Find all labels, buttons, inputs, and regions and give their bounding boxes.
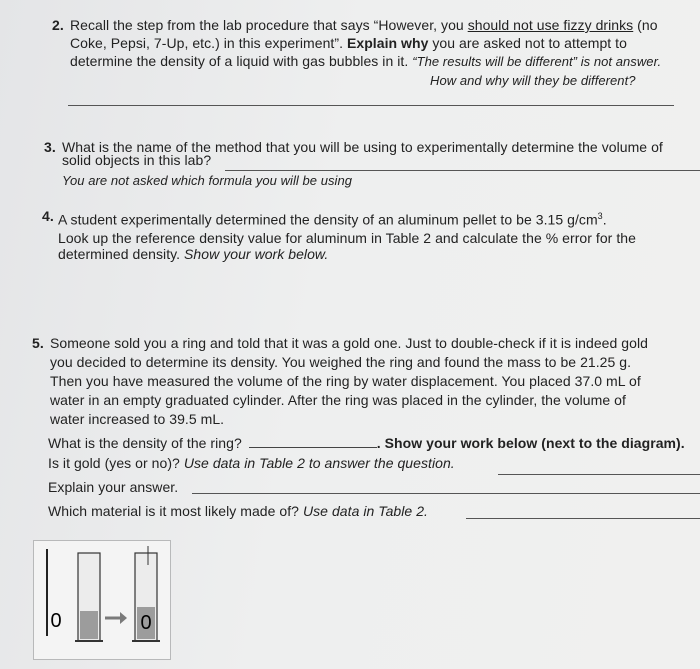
- question-5-line-9: Which material is it most likely made of? Use data in Table 2.: [48, 503, 428, 519]
- gold-answer-line[interactable]: [498, 474, 700, 475]
- question-3-line-2: solid objects in this lab?: [62, 152, 212, 168]
- graduated-cylinder-diagram: [33, 540, 171, 660]
- material-answer-line[interactable]: [466, 518, 700, 519]
- question-3: [0, 130, 700, 190]
- density-answer-blank[interactable]: [249, 446, 377, 448]
- question-2-line-3: determine the density of a liquid with gas bubbles in it. “The results will be different” is not answer.: [70, 53, 662, 69]
- right-cylinder-label: 0: [140, 612, 152, 634]
- question-3-line-1: What is the name of the method that you will be using to experimentally determine the volume of: [62, 139, 663, 155]
- question-2-line-1: Recall the step from the lab procedure that says “However, you should not use fizzy drinks (no: [70, 17, 658, 33]
- cylinder-diagram-svg: [34, 541, 170, 659]
- question-4-number: 4.: [42, 208, 54, 224]
- question-2: [0, 0, 700, 110]
- question-2-line-4: How and why will they be different?: [430, 73, 636, 88]
- left-cylinder-label: 0: [50, 610, 62, 632]
- question-5-line-3: Then you have measured the volume of the ring by water displacement. You placed 37.0 mL of: [50, 373, 641, 389]
- question-5: [0, 330, 700, 540]
- right-arrow-icon: [105, 612, 127, 624]
- question-5-line-2: you decided to determine its density. You weighed the ring and found the mass to be 21.25 g.: [50, 354, 632, 370]
- fizzy-drinks-underlined: should not use fizzy drinks: [467, 17, 634, 33]
- question-2-answer-line[interactable]: [68, 105, 674, 106]
- question-5-line-7: Is it gold (yes or no)? Use data in Table 2 to answer the question.: [48, 455, 455, 471]
- question-5-line-8: Explain your answer.: [48, 479, 179, 495]
- question-3-line-3: You are not asked which formula you will be using: [62, 173, 353, 188]
- question-4: [0, 200, 700, 265]
- question-5-line-5: water increased to 39.5 mL.: [50, 411, 225, 427]
- question-3-number: 3.: [44, 139, 56, 155]
- question-4-line-3: determined density. Show your work below.: [58, 246, 329, 262]
- question-5-number: 5.: [32, 335, 44, 351]
- question-2-line-2: Coke, Pepsi, 7-Up, etc.) in this experiment”. Explain why you are asked not to attempt to: [70, 35, 627, 51]
- question-5-line-4: water in an empty graduated cylinder. After the ring was placed in the cylinder, the volume of: [50, 392, 626, 408]
- question-5-line-6: What is the density of the ring? . Show your work below (next to the diagram).: [48, 435, 685, 451]
- question-5-line-1: Someone sold you a ring and told that it was a gold one. Just to double-check if it is indeed gold: [50, 335, 648, 351]
- question-4-line-2: Look up the reference density value for aluminum in Table 2 and calculate the % error for the: [58, 230, 636, 246]
- question-4-line-1: A student experimentally determined the density of an aluminum pellet to be 3.15 $g/cm^3$.: [58, 211, 607, 228]
- explain-answer-line[interactable]: [192, 493, 700, 494]
- question-2-number: 2.: [52, 17, 64, 33]
